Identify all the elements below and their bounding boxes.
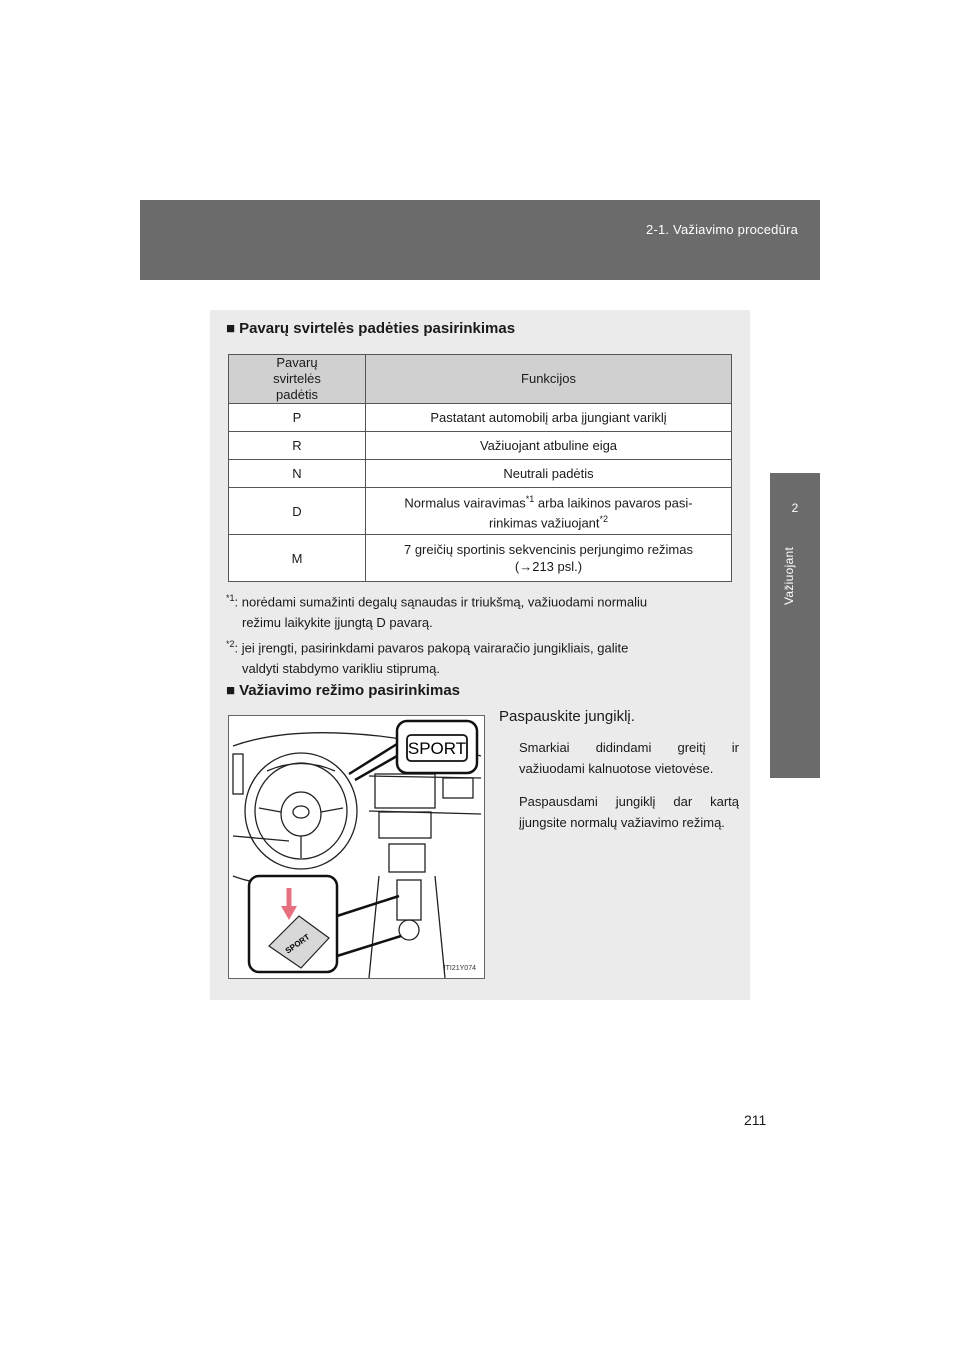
- table-row: M 7 greičių sportinis sekvencinis perjungimo režimas (→213 psl.): [229, 535, 732, 582]
- page-number: 211: [744, 1112, 767, 1128]
- table-row: P Pastatant automobilį arba įjungiant variklį: [229, 404, 732, 432]
- chapter-label-tab: [770, 543, 820, 778]
- breadcrumb: 2-1. Važiavimo procedūra: [646, 222, 798, 237]
- table-header-row: [229, 355, 732, 404]
- table-row: R Važiuojant atbuline eiga: [229, 432, 732, 460]
- table-row: D Normalus vairavimas$^{*1}$ arba laikinos pavaros pasi- rinkimas važiuojant$^{*2}$: [229, 488, 732, 535]
- instruction-title: Paspauskite jungiklį.: [499, 708, 635, 725]
- chapter-number: 2: [791, 501, 799, 515]
- instruction-paragraph: Paspausdami jungiklį dar kartą įjungsite normalų važiavimo režimą.: [519, 794, 739, 830]
- illustration-code: ITI21Y074: [443, 965, 476, 972]
- table-header-function: Funkcijos: [366, 355, 732, 404]
- section-marker: ■: [226, 320, 236, 337]
- footnote-1: $^{*1}$: norėdami sumažinti degalų sąnaudas ir triukšmą, važiuodami normaliu režimu laikykite įjungtą D pavarą.: [226, 593, 648, 631]
- header-band: [140, 200, 820, 280]
- chapter-number-tab: [770, 473, 820, 543]
- instruction-block: [499, 708, 739, 833]
- section-title-drive-mode: ■ Važiavimo režimo pasirinkimas: [226, 682, 460, 699]
- callout-sport-label: SPORT: [407, 739, 467, 758]
- footnote-2: $^{*2}$: jei įrengti, pasirinkdami pavaros pakopą vairaračio jungikliais, galite valdyti stabdymo varikliu stiprumą.: [226, 639, 629, 677]
- instruction-paragraph: Smarkiai didindami greitį ir važiuodami kalnuotose vietovėse.: [519, 740, 739, 776]
- dashboard-drawing: [229, 716, 484, 978]
- chapter-label: Važiuojant: [782, 547, 796, 606]
- gear-table: [228, 354, 732, 582]
- dashboard-illustration: [228, 715, 485, 979]
- switch-sport-label: SPORT: [283, 932, 312, 956]
- table-header-position: Pavarų svirtelės padėtis: [229, 355, 366, 404]
- section-title-gear: ■ Pavarų svirtelės padėties pasirinkimas: [226, 320, 516, 337]
- table-row: N Neutrali padėtis: [229, 460, 732, 488]
- content-box: [210, 310, 750, 1000]
